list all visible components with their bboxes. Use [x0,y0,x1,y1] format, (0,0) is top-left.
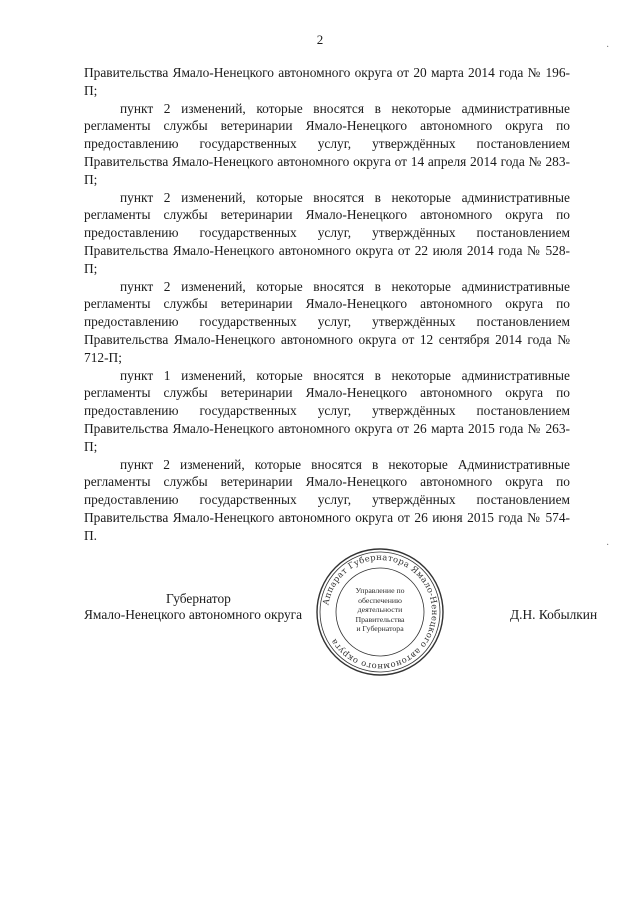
stamp-line: обеспечению [358,595,402,605]
paragraph-item: пункт 2 изменений, которые вносятся в некоторые административные регламенты службы ветеринарии Ямало-Ненецкого автономного округа по предоставлению государственных услуг, утверждённых постановлением Правительства Ямало-Ненецкого автономного округа от 14 апреля 2014 года № 283-П; [84,100,570,187]
page-number: 2 [316,32,324,47]
stamp-line: Управление по [355,586,405,595]
paragraph-item: пункт 2 изменений, которые вносятся в некоторые Административные регламенты службы ветеринарии Ямало-Ненецкого автономного округа по предоставлению государственных услуг, утверждённых постановлением Правительства Ямало-Ненецкого автономного округа от 26 июня 2015 года № 574-П. [84,456,570,543]
signature-name: Д.Н. Кобылкин [510,607,598,622]
stamp-line: и Губернатора [356,624,404,634]
scan-speck: · [606,42,610,53]
paragraph-item: пункт 2 изменений, которые вносятся в некоторые административные регламенты службы ветеринарии Ямало-Ненецкого автономного округа по предоставлению государственных услуг, утверждённых постановлением Правительства Ямало-Ненецкого автономного округа от 22 июля 2014 года № 528-П; [84,189,570,276]
scan-speck: · [606,540,610,551]
stamp-line: Правительства [355,614,405,624]
stamp-ring-text: Аппарат Губернатора Ямало-Ненецкого автономного округа [320,551,441,673]
stamp-inner-text [343,586,417,634]
official-stamp [314,546,446,678]
paragraph-continuation: Правительства Ямало-Ненецкого автономного округа от 20 марта 2014 года № 196-П; [84,65,570,98]
paragraph-item: пункт 2 изменений, которые вносятся в некоторые административные регламенты службы ветеринарии Ямало-Ненецкого автономного округа по предоставлению государственных услуг, утверждённых постановлением Правительства Ямало-Ненецкого автономного округа от 12 сентября 2014 года № 712-П; [84,278,570,365]
document-body [84,64,570,545]
stamp-line: деятельности [357,605,403,615]
paragraph-item: пункт 1 изменений, которые вносятся в некоторые административные регламенты службы ветеринарии Ямало-Ненецкого автономного округа по предоставлению государственных услуг, утверждённых постановлением Правительства Ямало-Ненецкого автономного округа от 26 марта 2015 года № 263-П; [84,367,570,454]
signature-title: Губернатор [166,591,231,606]
signature-organization: Ямало-Ненецкого автономного округа [84,607,303,622]
